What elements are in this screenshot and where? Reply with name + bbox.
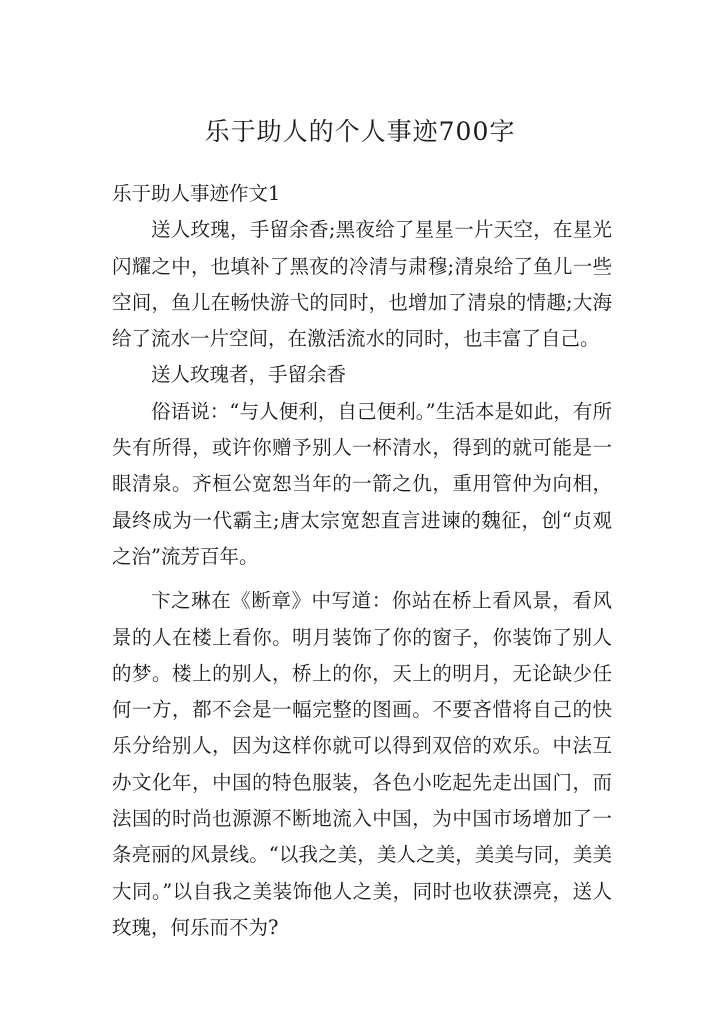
paragraph-3: 俗语说：“与人便利，自己便利。”生活本是如此，有所失有所得，或许你赠予别人一杯清水，得到的就可能是一眼清泉。齐桓公宽恕当年的一箭之仇，重用管仲为向相，最终成为一代霸主;唐太宗宽恕直言进谏的魏征，创“贞观之治”流芳百年。 xyxy=(112,399,612,568)
paragraph-1: 送人玫瑰，手留余香;黑夜给了星星一片天空，在星光闪耀之中，也填补了黑夜的冷清与肃穆;清泉给了鱼儿一些空间，鱼儿在畅快游弋的同时，也增加了清泉的情趣;大海给了流水一片空间，在激活流水的同时，也丰富了自己。 xyxy=(112,218,612,351)
document-title: 乐于助人的个人事迹700字 xyxy=(204,117,516,146)
paragraph-2: 送人玫瑰者，手留余香 xyxy=(151,363,347,387)
paragraph-4: 卞之琳在《断章》中写道：你站在桥上看风景，看风景的人在楼上看你。明月装饰了你的窗子，你装饰了别人的梦。楼上的别人，桥上的你，天上的明月，无论缺少任何一方，都不会是一幅完整的图画。不要吝惜将自己的快乐分给别人，因为这样你就可以得到双倍的欢乐。中法互办文化年，中国的特色服装，各色小吃起先走出国门，而法国的时尚也源源不断地流入中国，为中国市场增加了一条亮丽的风景线。“以我之美，美人之美，美美与同，美美大同。”以自我之美装饰他人之美，同时也收获漂亮，送人玫瑰，何乐而不为? xyxy=(112,589,612,939)
section-heading: 乐于助人事迹作文1 xyxy=(112,182,281,205)
document-body xyxy=(112,176,612,946)
